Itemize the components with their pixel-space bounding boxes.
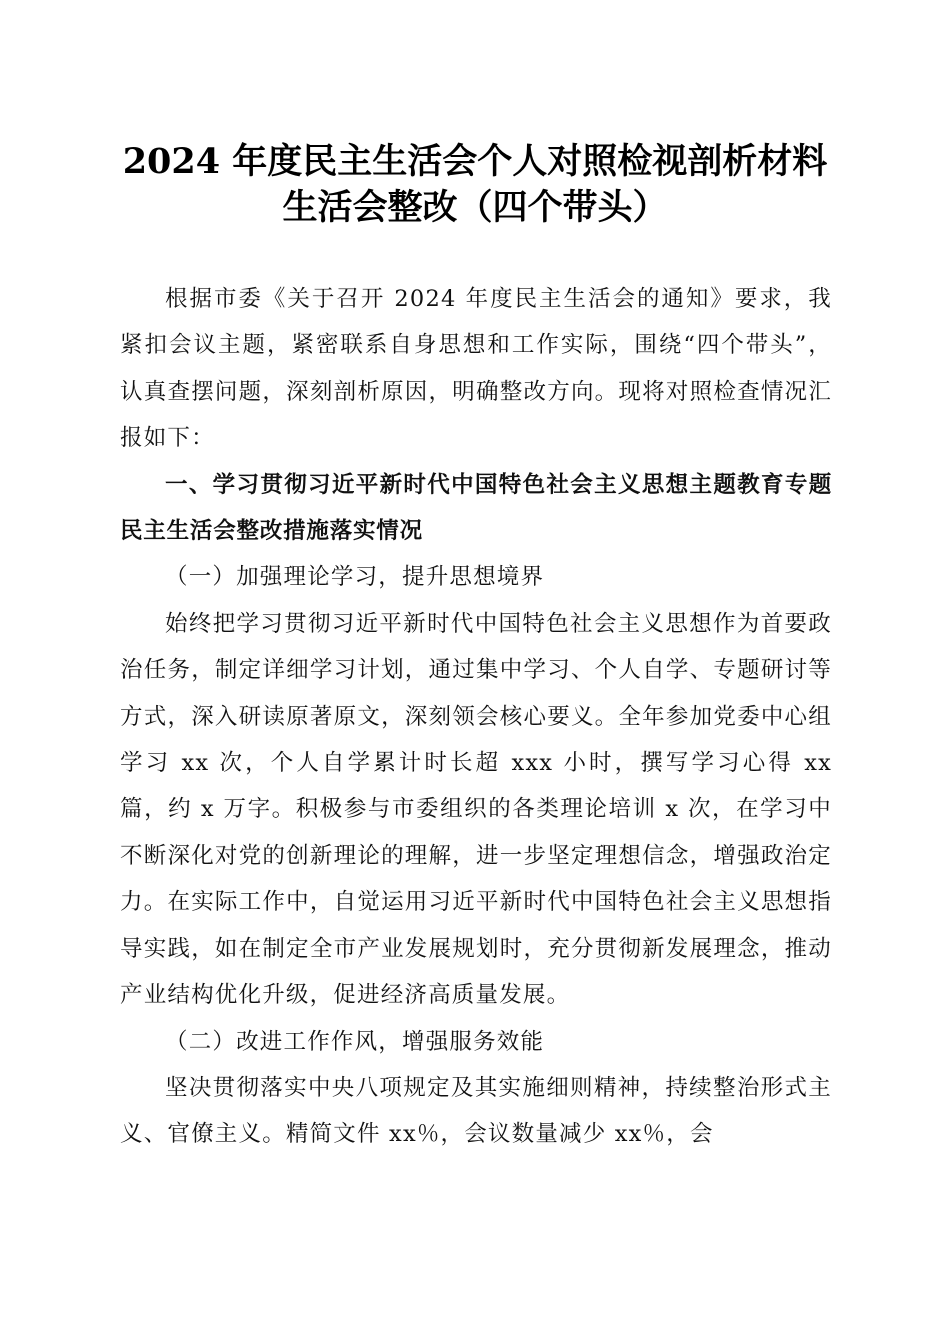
document-title-line-2: 生活会整改（四个带头） [282, 187, 668, 228]
body-paragraph: 坚决贯彻落实中央八项规定及其实施细则精神，持续整治形式主义、官僚主义。精简文件 xx％，会议数量减少 xx％，会 [120, 1074, 832, 1148]
document-title-line-1: 2024 年度民主生活会个人对照检视剖析材料 [122, 141, 828, 182]
subsection-heading-2: （二）改进工作作风，增强服务效能 [165, 1028, 545, 1055]
body-paragraph: 始终把学习贯彻习近平新时代中国特色社会主义思想作为首要政治任务，制定详细学习计划，通过集中学习、个人自学、专题研讨等方式，深入研读原著原文，深刻领会核心要义。全年参加党委中心组学习 xx 次，个人自学累计时长超 xxx 小时，撰写学习心得 xx 篇，约 x 万字。积极参与市委组织的各类理论培训 x 次，在学习中不断深化对党的创新理论的理解，进一步坚定理想信念，增强政治定力。在实际工作中，自觉运用习近平新时代中国特色社会主义思想指导实践，如在制定全市产业发展规划时，充分贯彻新发展理念，推动产业结构优化升级，促进经济高质量发展。 [120, 610, 832, 1009]
subsection-heading-1: （一）加强理论学习，提升思想境界 [165, 564, 545, 591]
section-heading-1: 一、学习贯彻习近平新时代中国特色社会主义思想主题教育专题民主生活会整改措施落实情况 [120, 471, 832, 545]
intro-paragraph: 根据市委《关于召开 2024 年度民主生活会的通知》要求，我紧扣会议主题，紧密联系自身思想和工作实际，围绕“四个带头”，认真查摆问题，深刻剖析原因，明确整改方向。现将对照检查情况汇报如下： [120, 286, 832, 452]
document-body [120, 276, 832, 1158]
